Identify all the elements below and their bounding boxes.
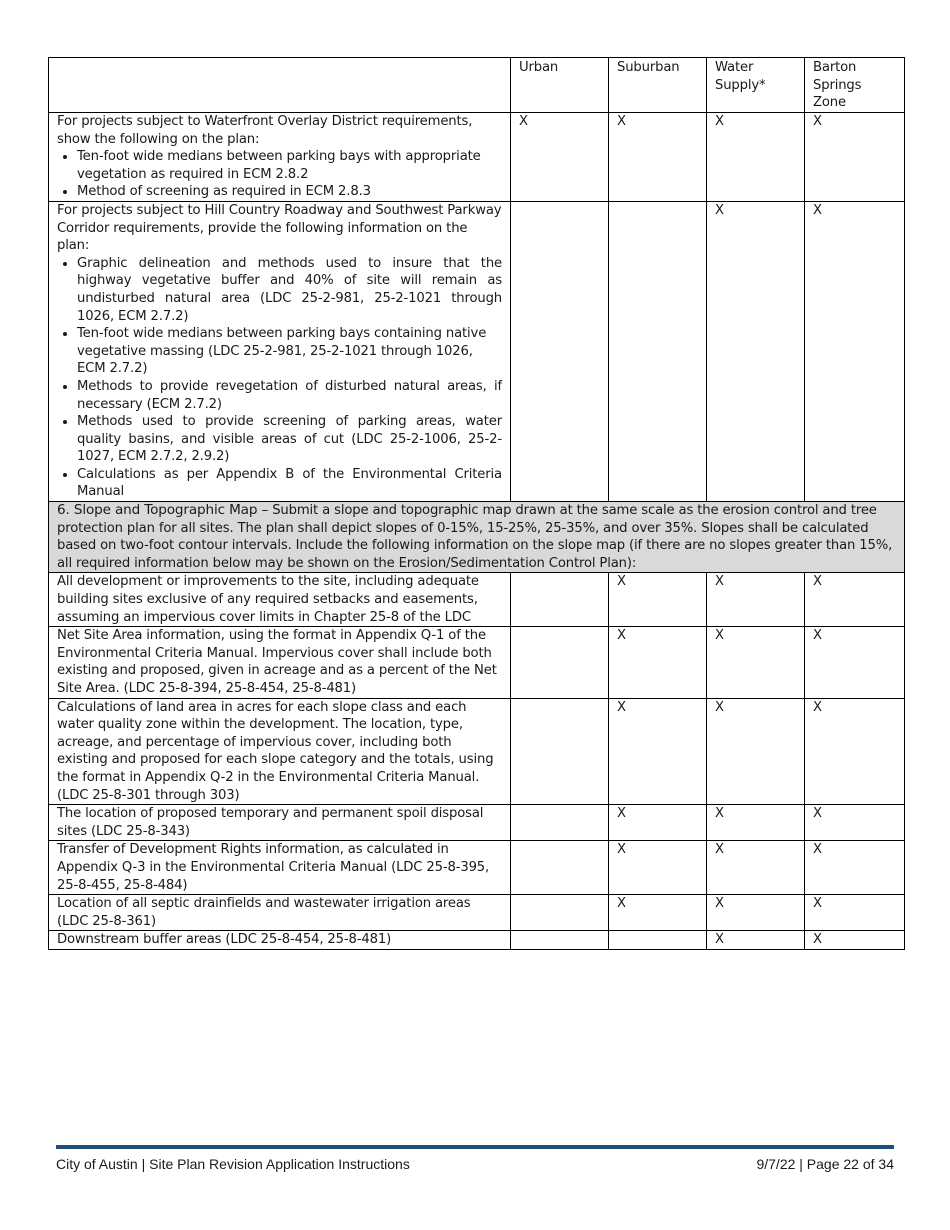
mark-suburban: X <box>609 698 707 805</box>
requirement-cell: Location of all septic drainfields and wastewater irrigation areas (LDC 25-8-361) <box>49 895 511 931</box>
mark-barton-springs: X <box>805 931 905 950</box>
header-urban: Urban <box>511 58 609 113</box>
mark-barton-springs: X <box>805 113 905 202</box>
section-header-cell <box>49 502 905 573</box>
header-row <box>49 58 905 113</box>
table-row <box>49 201 905 501</box>
requirement-cell: Net Site Area information, using the format in Appendix Q-1 of the Environmental Criteria Manual. Impervious cover shall include both existing and proposed, given in acreage and as a percent of the Net Site Area. (LDC 25-8-394, 25-8-454, 25-8-481) <box>49 627 511 698</box>
list-item: • Graphic delineation and methods used to insure that the highway vegetative buffer and 40% of site will remain as undisturbed natural area (LDC 25-2-981, 25-2-1021 through 1026, ECM 2.7.2) <box>77 255 502 325</box>
footer-page-number: 9/7/22 | Page 22 of 34 <box>756 1156 894 1172</box>
mark-suburban: X <box>609 627 707 698</box>
mark-urban <box>511 573 609 627</box>
mark-urban <box>511 931 609 950</box>
mark-water-supply: X <box>707 931 805 950</box>
mark-urban: X <box>511 113 609 202</box>
requirement-cell: Transfer of Development Rights information, as calculated in Appendix Q-3 in the Environmental Criteria Manual (LDC 25-8-395, 25-8-455, 25-8-484) <box>49 841 511 895</box>
table-row <box>49 113 905 202</box>
list-item: • Methods to provide revegetation of disturbed natural areas, if necessary (ECM 2.7.2) <box>77 378 502 413</box>
mark-urban <box>511 805 609 841</box>
requirement-list <box>57 255 502 501</box>
requirement-cell <box>49 113 511 202</box>
header-barton-springs: Barton Springs Zone <box>805 58 905 113</box>
mark-urban <box>511 841 609 895</box>
list-item: • Method of screening as required in ECM 2.8.3 <box>77 183 502 201</box>
table-row <box>49 627 905 698</box>
requirement-list <box>57 148 502 201</box>
requirement-intro: For projects subject to Hill Country Roadway and Southwest Parkway Corridor requirements, provide the following information on the plan: <box>57 202 502 254</box>
requirement-cell <box>49 201 511 501</box>
footer-document-title: City of Austin | Site Plan Revision Application Instructions <box>56 1156 410 1172</box>
requirement-cell: All development or improvements to the site, including adequate building sites exclusive of any required setbacks and easements, assuming an impervious cover limits in Chapter 25-8 of the LDC <box>49 573 511 627</box>
requirement-cell: The location of proposed temporary and permanent spoil disposal sites (LDC 25-8-343) <box>49 805 511 841</box>
mark-water-supply: X <box>707 895 805 931</box>
section-header-row <box>49 502 905 573</box>
mark-suburban: X <box>609 895 707 931</box>
list-item: • Ten-foot wide medians between parking bays containing native vegetative massing (LDC 25-2-981, 25-2-1021 through 1026, ECM 2.7.2) <box>77 325 502 378</box>
requirement-intro: For projects subject to Waterfront Overlay District requirements, show the following on the plan: <box>57 114 473 147</box>
mark-barton-springs: X <box>805 627 905 698</box>
requirement-cell: Calculations of land area in acres for each slope class and each water quality zone within the development. The location, type, acreage, and percentage of impervious cover, including both existing and proposed for each slope category and the totals, using the format in Appendix Q-2 in the Environmental Criteria Manual. (LDC 25-8-301 through 303) <box>49 698 511 805</box>
table-row <box>49 931 905 950</box>
header-requirement <box>49 58 511 113</box>
list-item: • Ten-foot wide medians between parking bays with appropriate vegetation as required in ECM 2.8.2 <box>77 148 502 183</box>
mark-suburban <box>609 931 707 950</box>
table-row <box>49 841 905 895</box>
mark-water-supply: X <box>707 627 805 698</box>
list-item: • Methods used to provide screening of parking areas, water quality basins, and visible areas of cut (LDC 25-2-1006, 25-2-1027, ECM 2.7.2, 2.9.2) <box>77 413 502 466</box>
mark-barton-springs: X <box>805 805 905 841</box>
mark-water-supply: X <box>707 113 805 202</box>
mark-urban <box>511 201 609 501</box>
mark-suburban <box>609 201 707 501</box>
table-row <box>49 895 905 931</box>
mark-barton-springs: X <box>805 841 905 895</box>
mark-urban <box>511 895 609 931</box>
mark-barton-springs: X <box>805 573 905 627</box>
header-water-supply: Water Supply* <box>707 58 805 113</box>
header-suburban: Suburban <box>609 58 707 113</box>
table-row <box>49 573 905 627</box>
section-title: 6. Slope and Topographic Map – <box>57 502 269 519</box>
mark-suburban: X <box>609 841 707 895</box>
section-text: Submit a slope and topographic map drawn at the same scale as the erosion control and tree protection plan for all sites. The plan shall depict slopes of 0-15%, 15-25%, 25-35%, and over 35%. Slopes shall be calculated based on two-foot contour intervals. Include the following information on the slope map (if there are no slopes greater than 15%, all required information below may be shown on the Erosion/Sedimentation Control Plan): <box>57 503 893 571</box>
mark-water-supply: X <box>707 573 805 627</box>
table-row <box>49 698 905 805</box>
mark-water-supply: X <box>707 841 805 895</box>
list-item: • Calculations as per Appendix B of the Environmental Criteria Manual <box>77 466 502 501</box>
mark-water-supply: X <box>707 698 805 805</box>
mark-urban <box>511 627 609 698</box>
mark-barton-springs: X <box>805 698 905 805</box>
requirements-table <box>48 57 905 950</box>
mark-barton-springs: X <box>805 895 905 931</box>
mark-water-supply: X <box>707 201 805 501</box>
mark-barton-springs: X <box>805 201 905 501</box>
mark-urban <box>511 698 609 805</box>
table-row <box>49 805 905 841</box>
mark-suburban: X <box>609 113 707 202</box>
mark-suburban: X <box>609 573 707 627</box>
mark-suburban: X <box>609 805 707 841</box>
mark-water-supply: X <box>707 805 805 841</box>
footer-rule <box>56 1145 894 1149</box>
requirement-cell: Downstream buffer areas (LDC 25-8-454, 25-8-481) <box>49 931 511 950</box>
